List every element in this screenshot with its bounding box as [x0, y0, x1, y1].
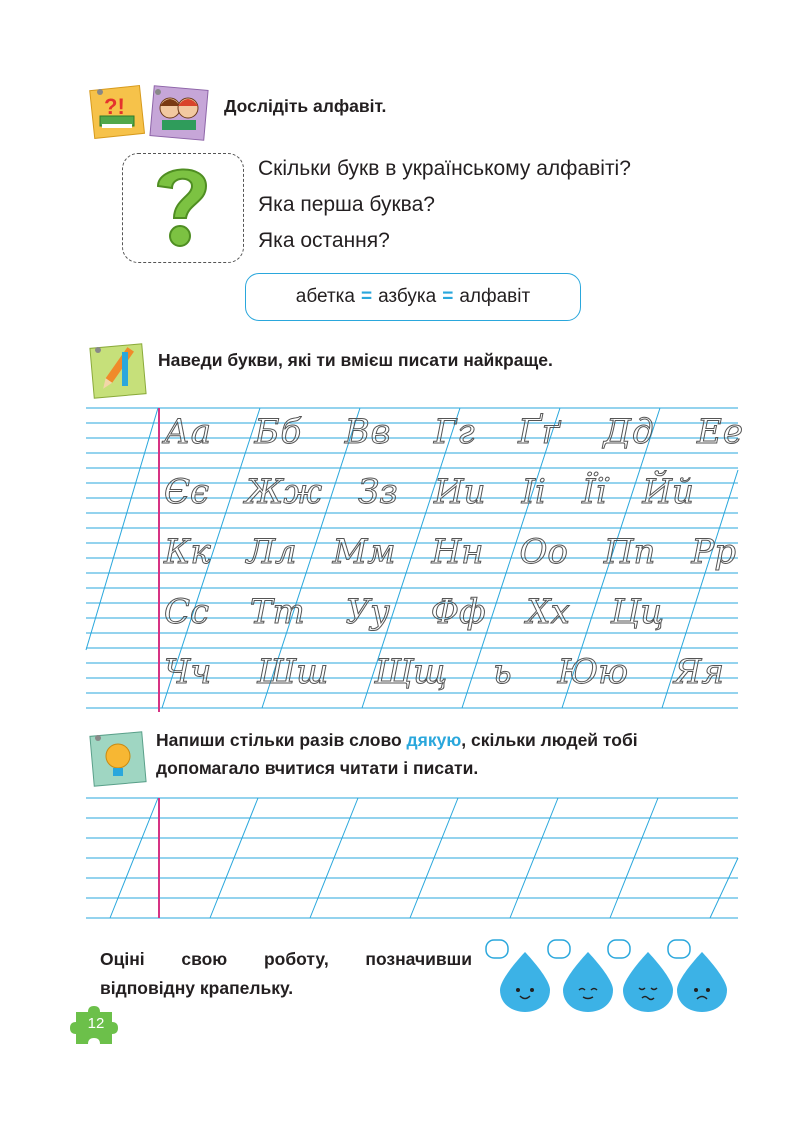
- svg-text:?!: ?!: [104, 94, 125, 119]
- letter-pair: Нн: [431, 532, 484, 572]
- letter-pair: Сс: [164, 592, 210, 632]
- question-line-1: Скільки букв в українському алфавіті?: [258, 157, 631, 180]
- letter-pair: Тт: [249, 592, 305, 632]
- letter-pair: Кк: [164, 532, 211, 572]
- letter-pair: Гг: [433, 412, 476, 452]
- letter-pair: Чч: [164, 652, 212, 692]
- letter-pair: Дд: [603, 412, 655, 452]
- letter-pair: Мм: [332, 532, 396, 572]
- task2-heading: Наведи букви, які ти вмієш писати найкраще.: [158, 350, 553, 370]
- letter-pair: Ґґ: [518, 412, 561, 452]
- checkbox-1[interactable]: [486, 940, 508, 958]
- letter-pair: Юю: [557, 652, 629, 692]
- letter-pair: Йй: [642, 472, 694, 512]
- letter-pair: Єє: [164, 472, 210, 512]
- letter-pair: Жж: [245, 472, 323, 512]
- letter-pair: Ее: [697, 412, 744, 452]
- letter-pair: Аа: [164, 412, 213, 452]
- synonym-2: азбука: [378, 286, 437, 307]
- equals-sign: =: [360, 286, 373, 307]
- drop-sad-icon[interactable]: [677, 952, 727, 1012]
- letter-pair: Шш: [257, 652, 329, 692]
- letter-pair: Лл: [246, 532, 297, 572]
- letter-pair: Вв: [344, 412, 392, 452]
- question-line-3: Яка остання?: [258, 229, 390, 252]
- task3-heading-part: Напиши стільки разів слово: [156, 730, 407, 750]
- letter-pair: Іі: [521, 472, 546, 512]
- drop-unsure-icon[interactable]: [623, 952, 673, 1012]
- letter-pair: Пп: [603, 532, 656, 572]
- letter-pair: Її: [582, 472, 607, 512]
- synonym-1: абетка: [295, 286, 355, 307]
- drop-rating: [480, 938, 730, 1018]
- question-line-2: Яка перша буква?: [258, 193, 435, 216]
- task3-heading-part: , скільки людей тобі допомагало вчитися читати і писати.: [156, 730, 638, 778]
- task1-heading: Дослідіть алфавіт.: [224, 96, 387, 116]
- letter-pair: Цц: [610, 592, 664, 632]
- letter-pair: Зз: [358, 472, 398, 512]
- letter-pair: Щщ: [374, 652, 448, 692]
- evaluation-text: Оцінi свою роботу, позначивши відповідну крапельку.: [100, 949, 472, 998]
- letter-pair: Ии: [433, 472, 486, 512]
- page-number: 12: [87, 1015, 105, 1032]
- highlighted-word: дякую: [406, 730, 462, 750]
- checkbox-4[interactable]: [668, 940, 690, 958]
- checkbox-2[interactable]: [548, 940, 570, 958]
- synonym-3: алфавіт: [459, 286, 531, 307]
- letter-pair: ь: [493, 652, 512, 692]
- equals-sign: =: [442, 286, 454, 307]
- checkbox-3[interactable]: [608, 940, 630, 958]
- letter-pair: Уу: [345, 592, 390, 632]
- letter-pair: Оо: [519, 532, 568, 572]
- letter-pair: Яя: [674, 652, 724, 692]
- letter-pair: Хх: [526, 592, 570, 632]
- drop-happy-icon[interactable]: [500, 952, 550, 1012]
- letter-pair: Рр: [691, 532, 736, 572]
- drop-calm-icon[interactable]: [563, 952, 613, 1012]
- letter-pair: Бб: [254, 412, 303, 452]
- letter-pair: Фф: [430, 592, 486, 632]
